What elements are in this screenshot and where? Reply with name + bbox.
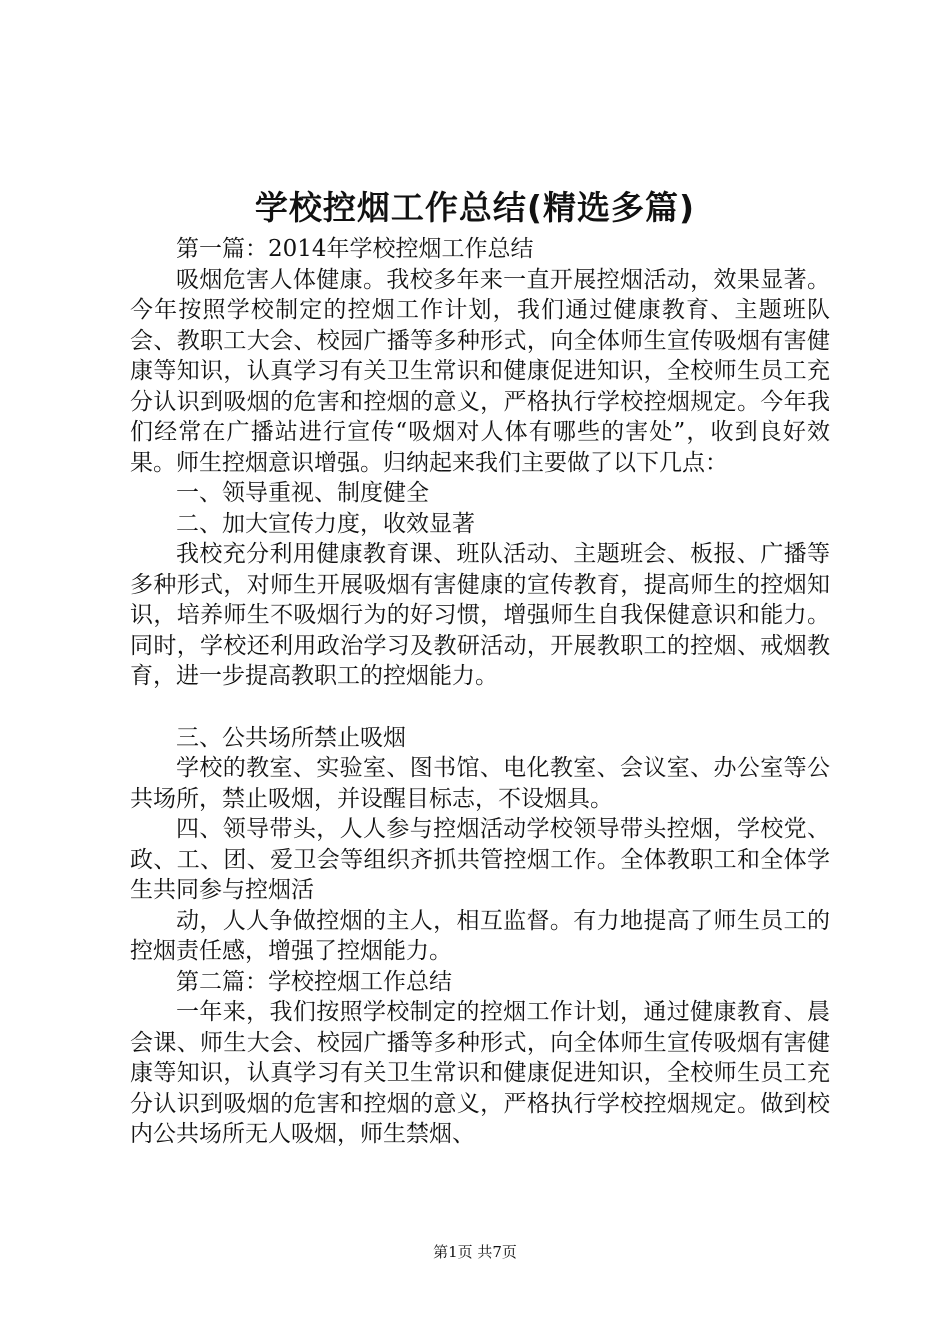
list-heading-one: 一、领导重视、制度健全 [176, 480, 429, 506]
body-paragraph: 学校的教室、实验室、图书馆、电化教室、会议室、办公室等公共场所，禁止吸烟，并设醒目标志，不设烟具。 [130, 755, 830, 812]
body-paragraph: 一年来，我们按照学校制定的控烟工作计划，通过健康教育、晨会课、师生大会、校园广播等多种形式，向全体师生宣传吸烟有害健康等知识，认真学习有关卫生常识和健康促进知识，全校师生员工充分认识到吸烟的危害和控烟的意义，严格执行学校控烟规定。做到校内公共场所无人吸烟，师生禁烟、 [130, 999, 830, 1147]
section-heading-part-two: 第二篇：学校控烟工作总结 [176, 968, 452, 995]
list-heading-four: 四、领导带头，人人参与控烟活动学校领导带头控烟，学校党、政、工、团、爱卫会等组织齐抓共管控烟工作。全体教职工和全体学生共同参与控烟活 [130, 816, 830, 903]
document-title: 学校控烟工作总结(精选多篇) [254, 188, 696, 227]
page-footer: 第1页 共7页 [433, 1243, 517, 1261]
body-paragraph: 吸烟危害人体健康。我校多年来一直开展控烟活动，效果显著。今年按照学校制定的控烟工作计划，我们通过健康教育、主题班队会、教职工大会、校园广播等多种形式，向全体师生宣传吸烟有害健康等知识，认真学习有关卫生常识和健康促进知识，全校师生员工充分认识到吸烟的危害和控烟的意义，严格执行学校控烟规定。今年我们经常在广播站进行宣传“吸烟对人体有哪些的害处”，收到良好效果。师生控烟意识增强。归纳起来我们主要做了以下几点： [130, 266, 830, 476]
document-body [130, 234, 830, 1150]
paragraph-spacer [130, 692, 830, 723]
list-heading-two: 二、加大宣传力度，收效显著 [176, 510, 475, 537]
section-heading-part-one: 第一篇：2014年学校控烟工作总结 [176, 236, 534, 262]
body-paragraph: 动，人人争做控烟的主人，相互监督。有力地提高了师生员工的控烟责任感，增强了控烟能力。 [130, 907, 830, 964]
body-paragraph: 我校充分利用健康教育课、班队活动、主题班会、板报、广播等多种形式，对师生开展吸烟有害健康的宣传教育，提高师生的控烟知识，培养师生不吸烟行为的好习惯，增强师生自我保健意识和能力。同时，学校还利用政治学习及教研活动，开展教职工的控烟、戒烟教育，进一步提高教职工的控烟能力。 [130, 541, 830, 689]
list-heading-three: 三、公共场所禁止吸烟 [176, 724, 406, 751]
